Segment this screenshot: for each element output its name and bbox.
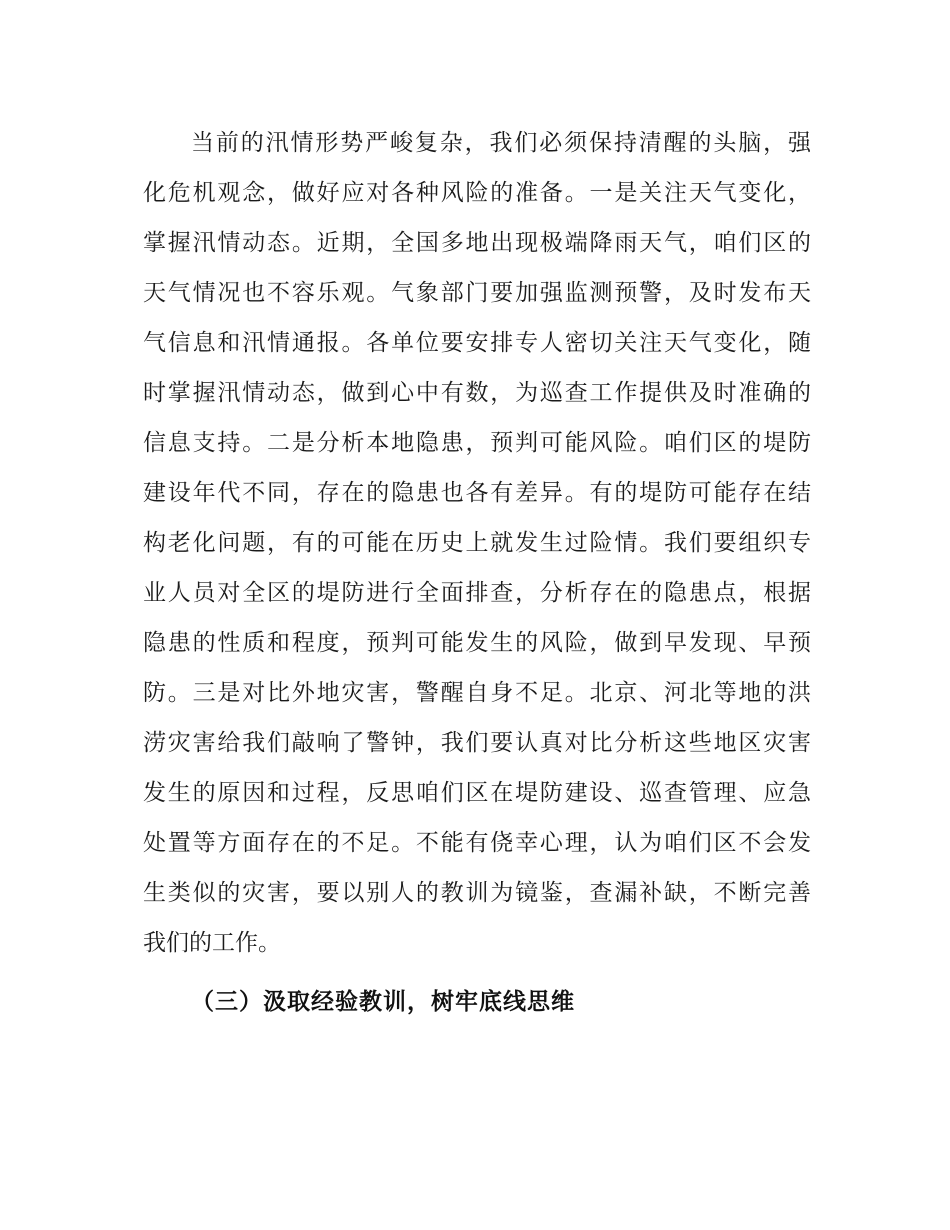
paragraph-line: 构老化问题，有的可能在历史上就发生过险情。我们要组织专 (143, 530, 811, 556)
paragraph-line: 我们的工作。 (143, 930, 281, 956)
paragraph-line: 当前的汛情形势严峻复杂，我们必须保持清醒的头脑，强 (191, 130, 811, 156)
paragraph-line: 化危机观念，做好应对各种风险的准备。一是关注天气变化， (143, 180, 811, 206)
paragraph-line: 隐患的性质和程度，预判可能发生的风险，做到早发现、早预 (143, 630, 811, 656)
paragraph-line: 天气情况也不容乐观。气象部门要加强监测预警，及时发布天 (143, 280, 811, 306)
paragraph-line: 防。三是对比外地灾害，警醒自身不足。北京、河北等地的洪 (143, 680, 811, 706)
paragraph-line: 信息支持。二是分析本地隐患，预判可能风险。咱们区的堤防 (143, 430, 811, 456)
paragraph-line: 时掌握汛情动态，做到心中有数，为巡查工作提供及时准确的 (143, 380, 811, 406)
section-heading: （三）汲取经验教训，树牢底线思维 (191, 989, 575, 1015)
paragraph-line: 发生的原因和过程，反思咱们区在堤防建设、巡查管理、应急 (143, 780, 811, 806)
paragraph-line: 气信息和汛情通报。各单位要安排专人密切关注天气变化，随 (143, 330, 811, 356)
paragraph-line: 业人员对全区的堤防进行全面排查，分析存在的隐患点，根据 (143, 580, 811, 606)
paragraph-line: 处置等方面存在的不足。不能有侥幸心理，认为咱们区不会发 (143, 830, 811, 856)
paragraph-line: 生类似的灾害，要以别人的教训为镜鉴，查漏补缺，不断完善 (143, 880, 811, 906)
paragraph-line: 掌握汛情动态。近期，全国多地出现极端降雨天气，咱们区的 (143, 230, 811, 256)
paragraph-line: 建设年代不同，存在的隐患也各有差异。有的堤防可能存在结 (143, 480, 811, 506)
paragraph-line: 涝灾害给我们敲响了警钟，我们要认真对比分析这些地区灾害 (143, 730, 811, 756)
